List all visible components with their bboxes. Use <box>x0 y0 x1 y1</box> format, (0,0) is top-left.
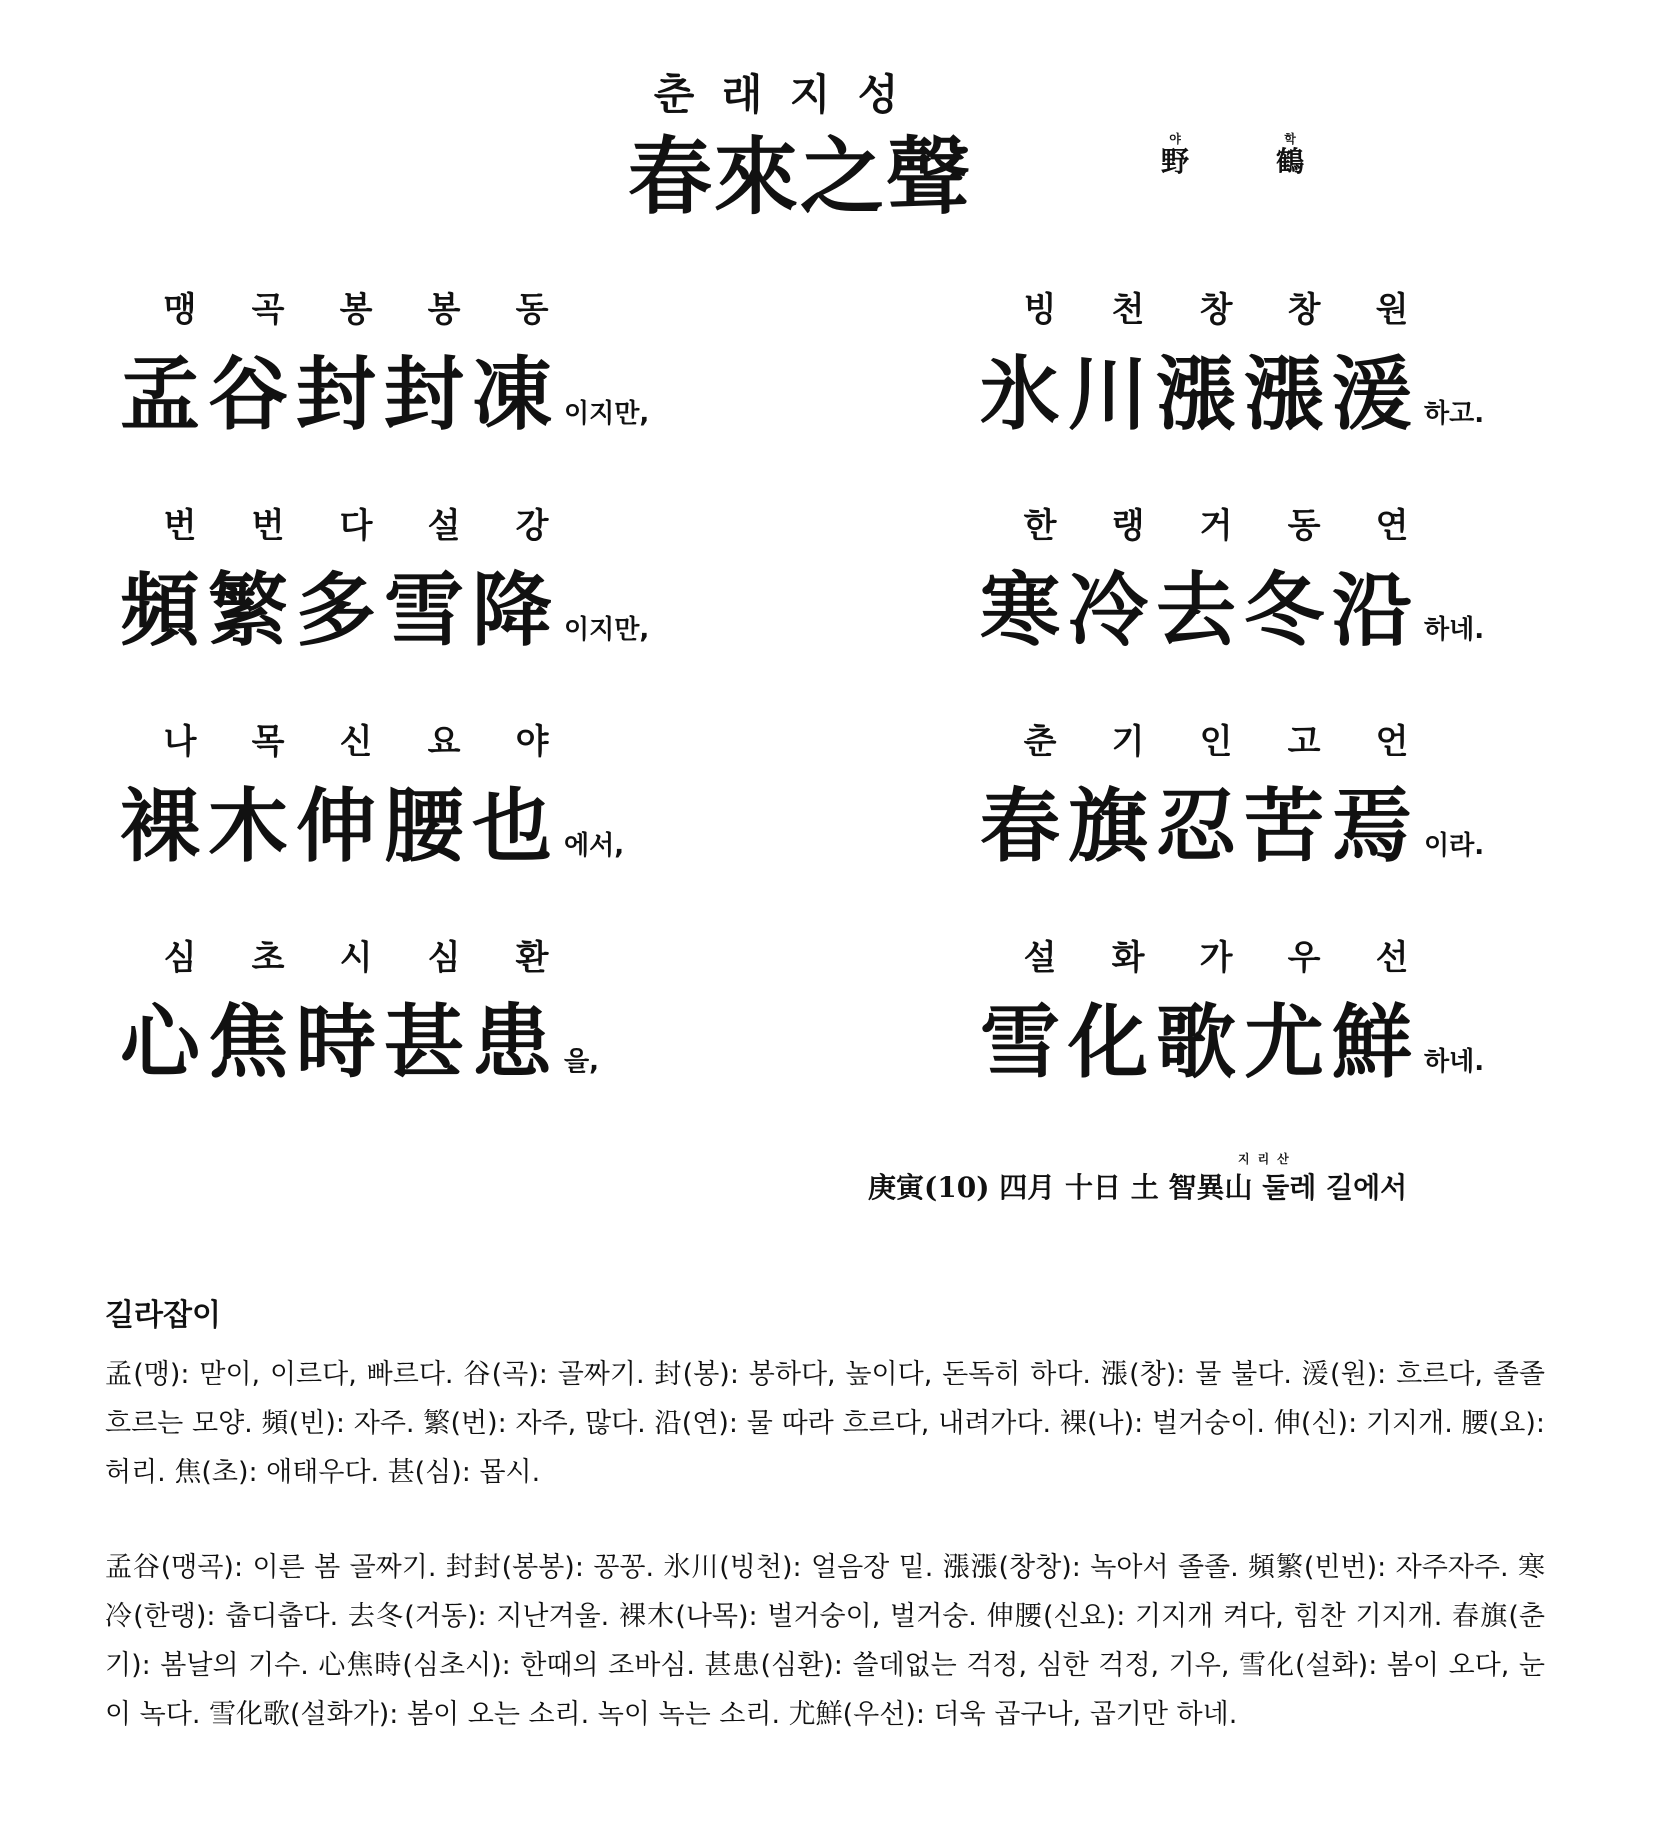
reading-char: 설 <box>427 506 461 546</box>
reading-char: 창 <box>1287 290 1321 330</box>
verse-4 <box>980 498 1484 661</box>
reading-char: 고 <box>1287 722 1321 762</box>
reading-char: 가 <box>1199 938 1233 978</box>
reading-char: 심 <box>427 938 461 978</box>
reading-char: 선 <box>1375 938 1409 978</box>
reading-char: 천 <box>1111 290 1145 330</box>
verse-hanja: 寒冷去冬沿 <box>980 563 1420 657</box>
reading-char: 요 <box>427 722 461 762</box>
reading-char: 야 <box>515 722 549 762</box>
reading-char: 춘 <box>1023 722 1057 762</box>
verse-suffix: 하네. <box>1424 615 1485 645</box>
reading-char: 심 <box>163 938 197 978</box>
verse-hanja: 雪化歌尤鮮 <box>980 995 1420 1089</box>
verse-5 <box>120 714 624 877</box>
title-reading-char: 지 <box>789 70 831 119</box>
glossary-heading: 길라잡이 <box>105 1298 221 1333</box>
verse-reading <box>996 498 1484 546</box>
verse-line <box>980 762 1484 877</box>
verse-line <box>120 546 649 661</box>
reading-char: 화 <box>1111 938 1145 978</box>
verse-suffix: 을, <box>564 1047 599 1077</box>
glossary-word-definitions: 孟谷(맹곡): 이른 봄 골짜기. 封封(봉봉): 꽁꽁. 氷川(빙천): 얼음장 밑. 漲漲(창창): 녹아서 졸졸. 頻繁(빈번): 자주자주. 寒冷(한랭): 춥디춥다. 去冬(거동): 지난겨울. 裸木(나목): 벌거숭이, 벌거숭. 伸腰(신요): 기지개 켜다, 힘찬 기지개. 春旗(춘기): 봄날의 기수. 心焦時(심초시): 한때의 조바심. 甚患(심환): 쓸데없는 걱정, 심한 걱정, 기우, 雪化(설화): 봄이 오다, 눈이 녹다. 雪化歌(설화가): 봄이 오는 소리. 녹이 녹는 소리. 尤鮮(우선): 더욱 곱구나, 곱기만 하네. <box>105 1552 1545 1730</box>
reading-char: 시 <box>339 938 373 978</box>
reading-char: 동 <box>1287 506 1321 546</box>
verse-line <box>120 762 624 877</box>
verse-1 <box>120 282 649 445</box>
author <box>1140 132 1365 178</box>
reading-char: 번 <box>163 506 197 546</box>
date-text: 庚寅(10) 四月 十日 土 智異山 둘레 길에서 <box>868 1171 1408 1204</box>
title-reading-char: 성 <box>857 70 899 119</box>
verse-hanja: 春旗忍苦焉 <box>980 779 1420 873</box>
verse-suffix: 하네. <box>1424 1047 1485 1077</box>
reading-char: 번 <box>251 506 285 546</box>
author-char <box>1140 132 1210 178</box>
reading-char: 원 <box>1375 290 1409 330</box>
reading-char: 곡 <box>251 290 285 330</box>
verse-hanja: 裸木伸腰也 <box>120 779 560 873</box>
verse-suffix: 이지만, <box>564 615 650 645</box>
reading-char: 랭 <box>1111 506 1145 546</box>
verse-7 <box>120 930 599 1093</box>
verse-suffix: 이라. <box>1424 831 1485 861</box>
reading-char: 초 <box>251 938 285 978</box>
verse-6 <box>980 714 1484 877</box>
verse-reading <box>136 498 649 546</box>
reading-char: 다 <box>339 506 373 546</box>
verse-2 <box>980 282 1484 445</box>
verse-hanja: 心焦時甚患 <box>120 995 560 1089</box>
reading-char: 목 <box>251 722 285 762</box>
reading-char: 동 <box>515 290 549 330</box>
verse-suffix: 에서, <box>564 831 625 861</box>
verse-line <box>980 978 1484 1093</box>
verse-line <box>980 330 1484 445</box>
place-reading: 지리산 <box>1238 1152 1297 1166</box>
verse-suffix: 하고. <box>1424 399 1485 429</box>
reading-char: 강 <box>515 506 549 546</box>
verse-8 <box>980 930 1484 1093</box>
verse-hanja: 頻繁多雪降 <box>120 563 560 657</box>
reading-char: 맹 <box>163 290 197 330</box>
reading-char: 거 <box>1199 506 1233 546</box>
title-reading-char: 춘 <box>653 70 695 119</box>
author-hanja: 野 <box>1160 145 1189 178</box>
reading-char: 기 <box>1111 722 1145 762</box>
poem-title: 春來之聲 <box>628 127 973 226</box>
verse-line <box>120 978 599 1093</box>
verse-suffix: 이지만, <box>564 399 650 429</box>
reading-char: 우 <box>1287 938 1321 978</box>
author-hanja: 鶴 <box>1276 145 1305 178</box>
verse-reading <box>136 282 649 330</box>
verse-hanja: 孟谷封封凍 <box>120 347 560 441</box>
reading-char: 환 <box>515 938 549 978</box>
author-char <box>1255 132 1325 178</box>
reading-char: 언 <box>1375 722 1409 762</box>
verse-line <box>980 546 1484 661</box>
reading-char: 연 <box>1375 506 1409 546</box>
reading-char: 빙 <box>1023 290 1057 330</box>
reading-char: 인 <box>1199 722 1233 762</box>
verse-reading <box>996 714 1484 762</box>
verse-hanja: 氷川漲漲湲 <box>980 347 1420 441</box>
reading-char: 설 <box>1023 938 1057 978</box>
author-reading: 학 <box>1284 132 1296 146</box>
reading-char: 봉 <box>427 290 461 330</box>
verse-reading <box>136 930 599 978</box>
reading-char: 한 <box>1023 506 1057 546</box>
verse-reading <box>996 282 1484 330</box>
glossary <box>105 1290 1545 1739</box>
glossary-char-definitions: 孟(맹): 맏이, 이르다, 빠르다. 谷(곡): 골짜기. 封(봉): 봉하다, 높이다, 돈독히 하다. 漲(창): 물 불다. 湲(원): 흐르다, 졸졸 흐르는 모양. 頻(빈): 자주. 繁(번): 자주, 많다. 沿(연): 물 따라 흐르다, 내려가다. 裸(나): 벌거숭이. 伸(신): 기지개. 腰(요): 허리. 焦(초): 애태우다. 甚(심): 몹시. <box>105 1359 1545 1488</box>
verse-line <box>120 330 649 445</box>
reading-char: 나 <box>163 722 197 762</box>
author-reading: 야 <box>1169 132 1181 146</box>
verse-3 <box>120 498 649 661</box>
reading-char: 신 <box>339 722 373 762</box>
title-reading-char: 래 <box>721 70 763 119</box>
reading-char: 봉 <box>339 290 373 330</box>
verse-reading <box>136 714 624 762</box>
reading-char: 창 <box>1199 290 1233 330</box>
verse-reading <box>996 930 1484 978</box>
